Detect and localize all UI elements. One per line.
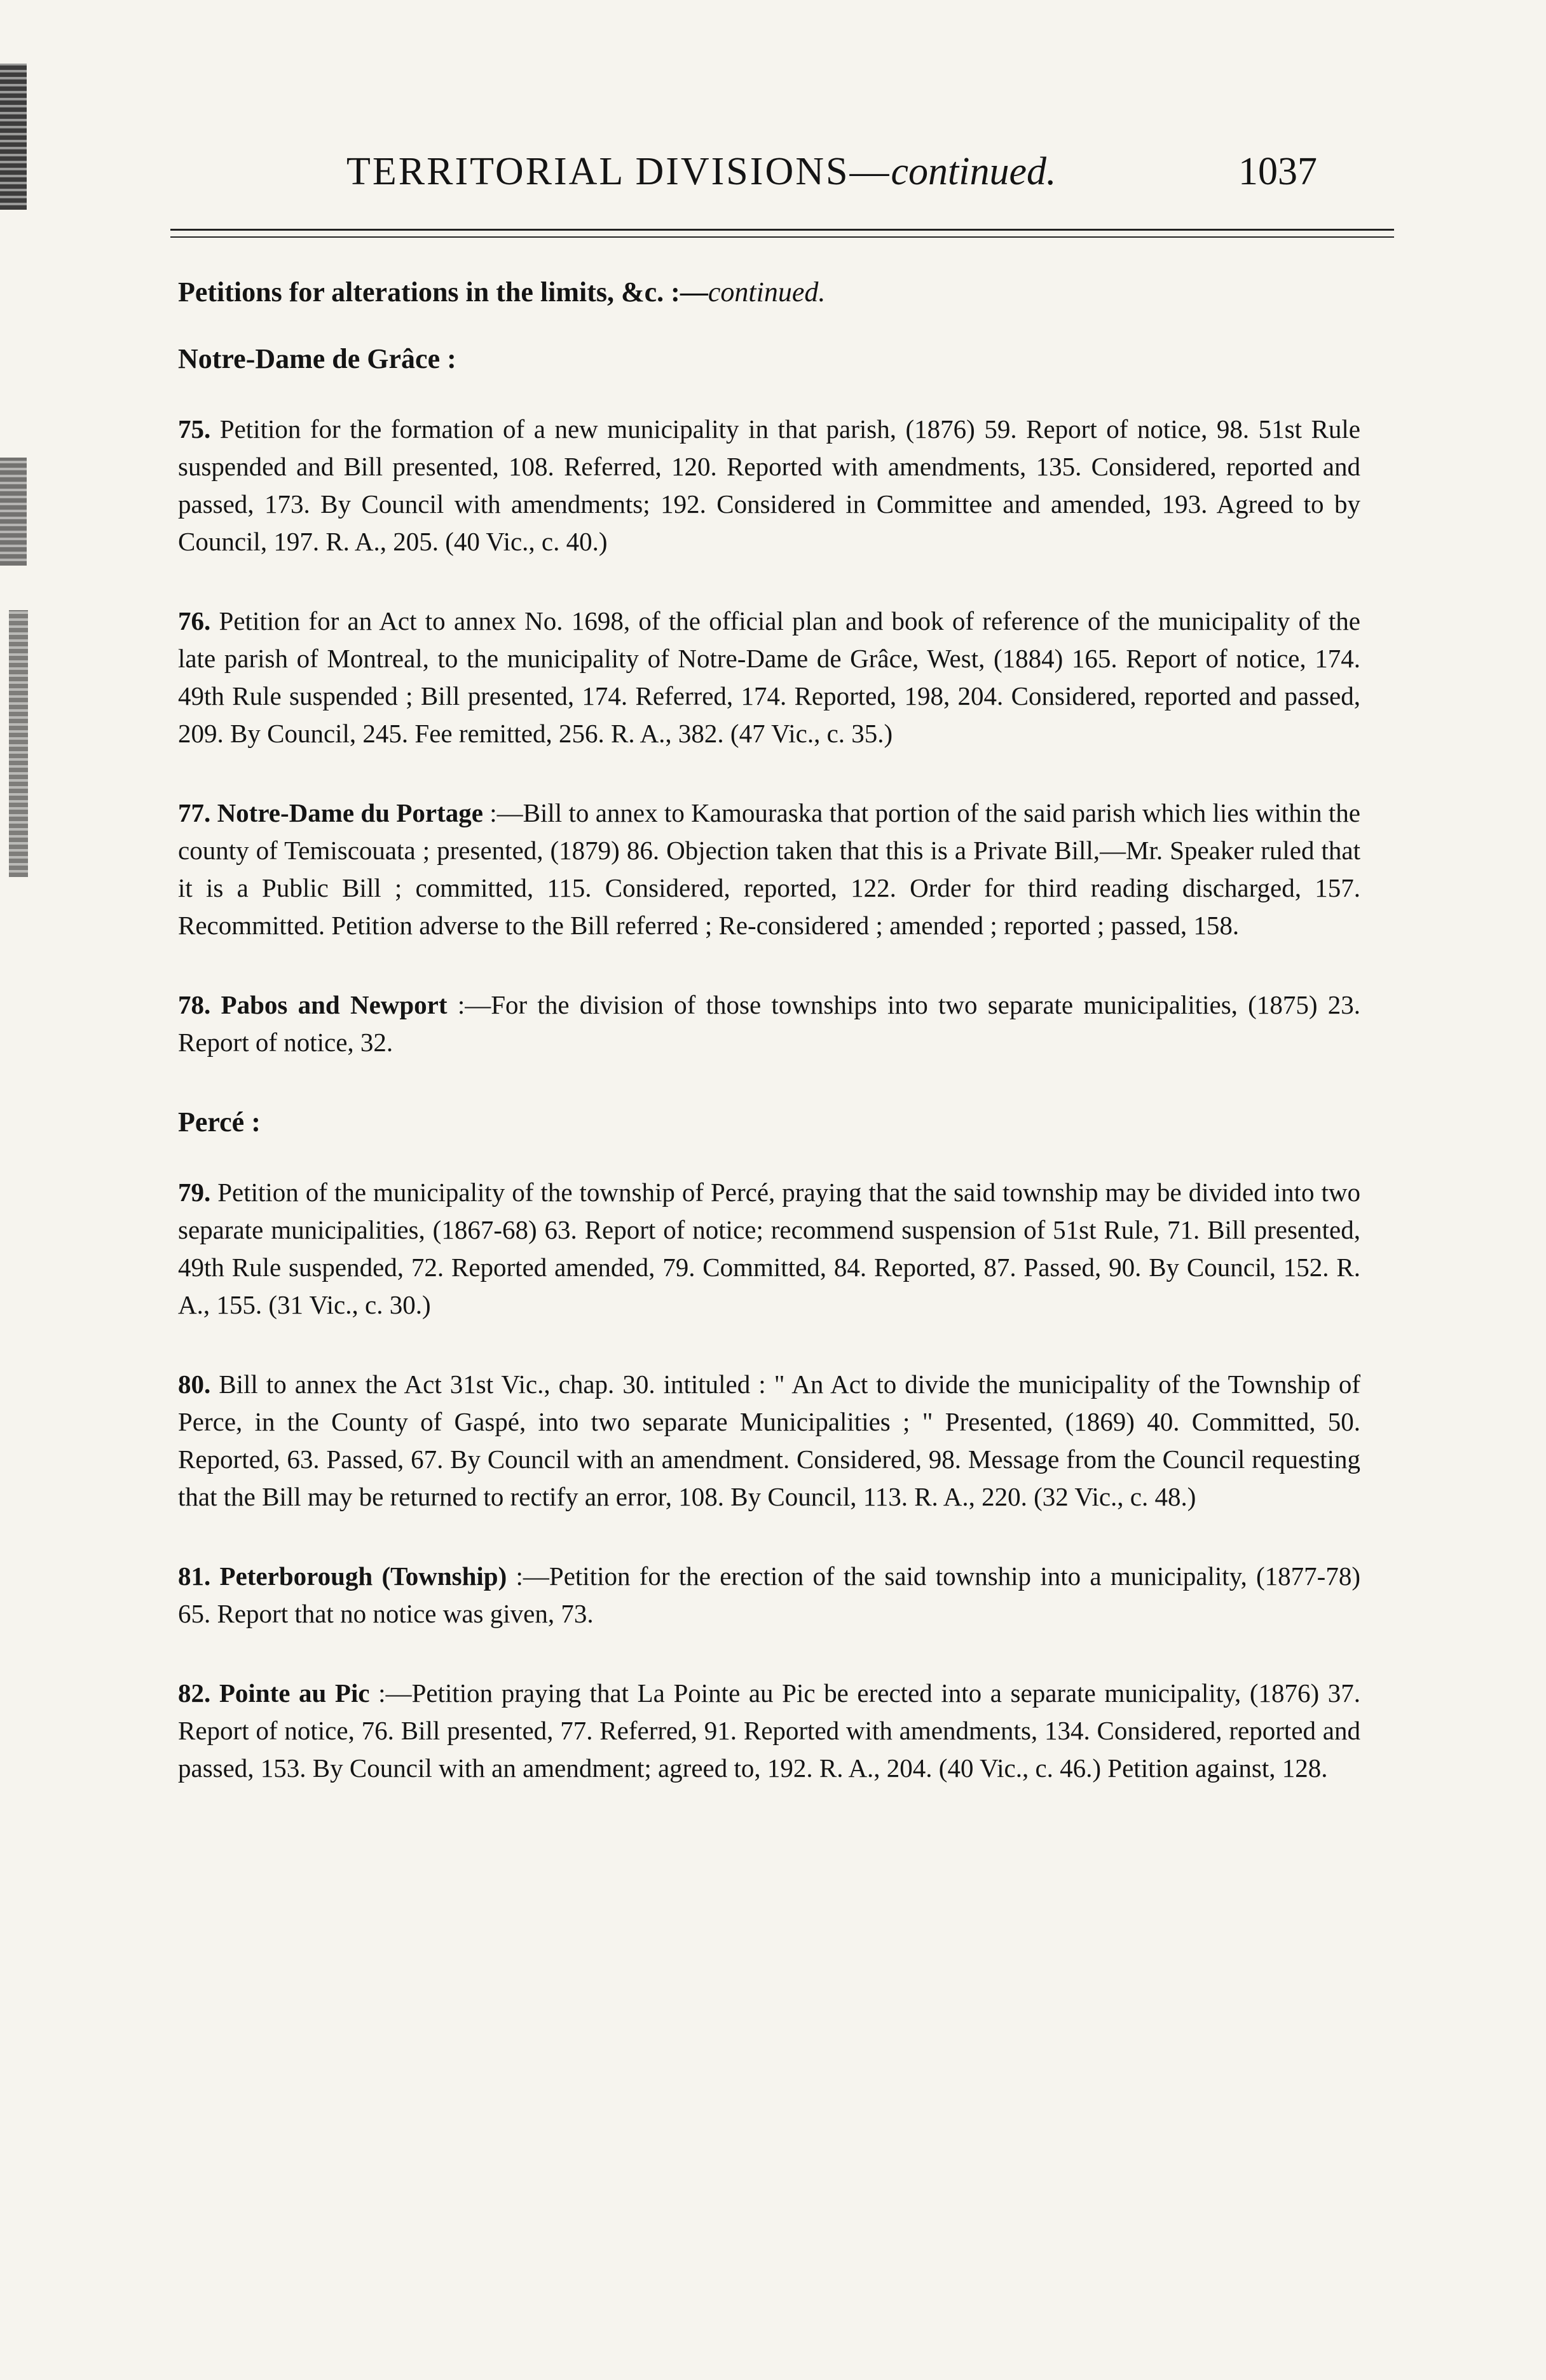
entry-text: :—Bill to annex to Kamouraska that portion of the said parish which lies within the county of Temiscouata ; presented, (1879) 86. Objection taken that this is a Private Bill,—Mr. Speaker ruled that it is a Public Bill ; committed, 115. Considered, reported, 122. Order for third reading discharged, 157. Recommitted. Petition adverse to the Bill referred ; Re-considered ; amended ; reported ; passed, 158.: [178, 798, 1360, 940]
subhead-perce: Percé :: [178, 1106, 261, 1138]
entry-number: 79.: [178, 1178, 211, 1207]
entry-number: 82.: [178, 1678, 211, 1708]
entry-number: 78.: [178, 990, 211, 1019]
entry-76: [167, 602, 1360, 752]
entry-text: Petition for an Act to annex No. 1698, of the official plan and book of reference of the municipality of the late parish of Montreal, to the municipality of Notre-Dame de Grâce, West, (1884) 165. Report of notice, 174. 49th Rule suspended ; Bill presented, 174. Referred, 174. Reported, 198, 204. Considered, reported and passed, 209. By Council, 245. Fee remitted, 256. R. A., 382. (47 Vic., c. 35.): [178, 606, 1360, 748]
entry-number: 77.: [178, 798, 211, 827]
header-rule: [170, 229, 1394, 231]
subhead-notre-dame-de-grace: Notre-Dame de Grâce :: [178, 343, 456, 374]
binding-edge-lower: [0, 458, 27, 566]
entry-term: Pointe au Pic: [210, 1678, 370, 1708]
entry-78: [167, 986, 1360, 1061]
entry-text: :—Petition praying that La Pointe au Pic be erected into a separate municipality, (1876) 37. Report of notice, 76. Bill presented, 77. Referred, 91. Reported with amendments, 134. Considered, reported and passed, 153. By Council with an amendment; agreed to, 192. R. A., 204. (40 Vic., c. 46.) Petition against, 128.: [178, 1678, 1361, 1783]
entry-term: Notre-Dame du Portage: [210, 798, 483, 827]
running-title: TERRITORIAL DIVISIONS—continued.: [346, 150, 1057, 193]
entry-79: [167, 1174, 1360, 1324]
entry-81: [167, 1558, 1360, 1633]
entry-number: 75.: [178, 414, 211, 444]
running-header: [0, 149, 1546, 200]
entry-number: 76.: [178, 606, 211, 636]
entry-text: Petition for the formation of a new municipality in that parish, (1876) 59. Report of notice, 98. 51st Rule suspended and Bill presented, 108. Referred, 120. Reported with amendments, 135. Considered, reported and passed, 173. By Council with amendments; 192. Considered in Committee and amended, 193. Agreed to by Council, 197. R. A., 205. (40 Vic., c. 40.): [178, 414, 1360, 556]
section-heading-continued: continued.: [708, 276, 826, 308]
running-title-continued: continued.: [891, 150, 1057, 193]
entry-80: [167, 1366, 1360, 1516]
entry-77: [167, 794, 1360, 944]
entry-75: [167, 411, 1360, 561]
entry-82: [167, 1675, 1360, 1787]
entry-term: Pabos and Newport: [210, 990, 448, 1019]
entry-text: :—For the division of those townships into two separate municipalities, (1875) 23. Report of notice, 32.: [178, 990, 1361, 1057]
entry-number: 81.: [178, 1561, 211, 1591]
header-rule-thin: [170, 236, 1394, 238]
entry-text: :—Petition for the erection of the said township into a municipality, (1877-78) 65. Report that no notice was given, 73.: [178, 1561, 1360, 1628]
entry-term: Peterborough (Township): [210, 1561, 507, 1591]
binding-edge-bottom: [9, 610, 28, 877]
document-body: [178, 273, 1360, 1829]
page-number: 1037: [1238, 150, 1317, 193]
section-heading: Petitions for alterations in the limits, &c. :—continued.: [178, 276, 826, 308]
entry-number: 80.: [178, 1370, 211, 1399]
entry-text: Bill to annex the Act 31st Vic., chap. 30. intituled : " An Act to divide the municipality of the Township of Perce, in the County of Gaspé, into two separate Municipalities ; " Presented, (1869) 40. Committed, 50. Reported, 63. Passed, 67. By Council with an amendment. Considered, 98. Message from the Council requesting that the Bill may be returned to rectify an error, 108. By Council, 113. R. A., 220. (32 Vic., c. 48.): [178, 1370, 1360, 1511]
entry-text: Petition of the municipality of the township of Percé, praying that the said township may be divided into two separate municipalities, (1867-68) 63. Report of notice; recommend suspension of 51st Rule, 71. Bill presented, 49th Rule suspended, 72. Reported amended, 79. Committed, 84. Reported, 87. Passed, 90. By Council, 152. R. A., 155. (31 Vic., c. 30.): [178, 1178, 1360, 1319]
